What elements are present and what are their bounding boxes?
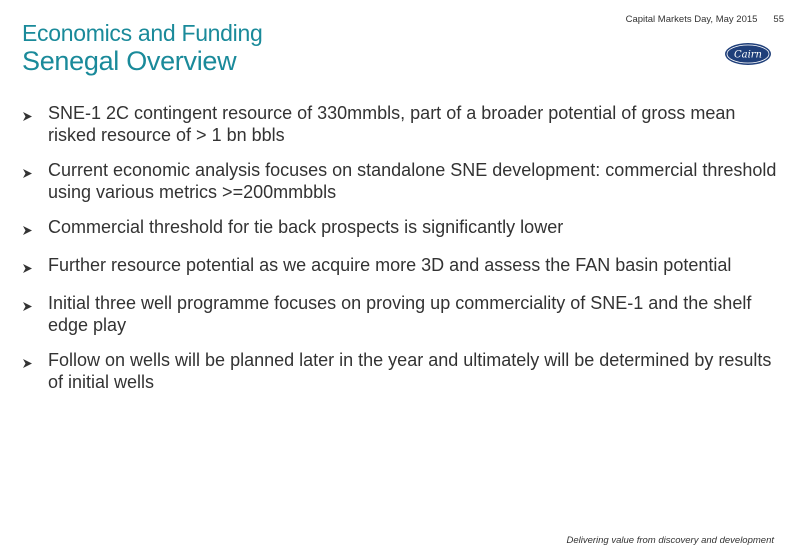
slide-title: Senegal Overview — [22, 46, 237, 76]
footer-tagline: Delivering value from discovery and development — [566, 535, 774, 546]
arrow-bullet-icon — [22, 159, 48, 184]
slide-section-title: Economics and Funding — [22, 20, 263, 46]
arrow-bullet-icon — [22, 254, 48, 279]
bullet-list — [22, 102, 782, 406]
cairn-logo — [724, 42, 772, 66]
bullet-item — [22, 102, 782, 146]
bullet-text: Current economic analysis focuses on standalone SNE development: commercial threshold using various metrics >=200mmbbls — [48, 160, 777, 202]
event-label: Capital Markets Day, May 2015 — [625, 14, 758, 25]
page-number: 55 — [773, 14, 784, 25]
header-meta — [626, 14, 784, 25]
bullet-item — [22, 159, 782, 203]
bullet-item — [22, 254, 782, 279]
bullet-item — [22, 292, 782, 336]
bullet-item — [22, 216, 782, 241]
arrow-bullet-icon — [22, 216, 48, 241]
arrow-bullet-icon — [22, 102, 48, 127]
bullet-text: Initial three well programme focuses on proving up commerciality of SNE-1 and the shelf edge play — [48, 293, 752, 335]
logo-text: Cairn — [733, 49, 763, 61]
arrow-bullet-icon — [22, 349, 48, 374]
bullet-text: Follow on wells will be planned later in the year and ultimately will be determined by results of initial wells — [48, 350, 772, 392]
bullet-item — [22, 349, 782, 393]
bullet-text: Further resource potential as we acquire more 3D and assess the FAN basin potential — [48, 255, 732, 275]
bullet-text: Commercial threshold for tie back prospects is significantly lower — [48, 217, 564, 237]
bullet-text: SNE-1 2C contingent resource of 330mmbls, part of a broader potential of gross mean risked resource of > 1 bn bbls — [48, 103, 736, 145]
arrow-bullet-icon — [22, 292, 48, 317]
